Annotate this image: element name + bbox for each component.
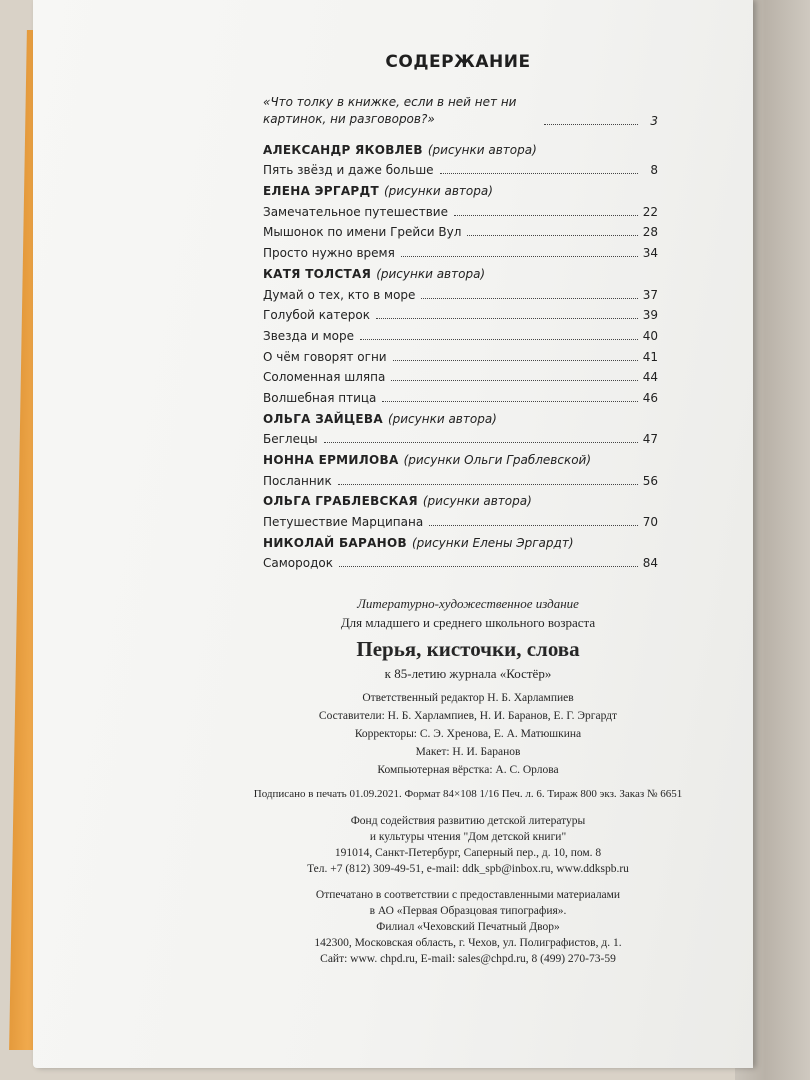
imprint-subtitle: к 85-летию журнала «Костёр» [384,666,552,681]
author-name: КАТЯ ТОЛСТАЯ [263,266,372,281]
entry-title: Самородок [263,556,333,571]
imprint-book-title: Перья, кисточки, слова [356,637,580,661]
leader-dots [360,339,638,340]
toc-author [263,488,658,509]
printer-line: Филиал «Чеховский Печатный Двор» [376,921,560,933]
entry-title: Беглецы [263,432,318,447]
leader-dots [401,256,638,257]
toc-entry [263,384,658,405]
entry-title: Посланник [263,473,332,488]
imprint-typesetting: Компьютерная вёрстка: А. С. Орлова [377,764,559,776]
leader-dots [382,401,638,402]
leader-dots [544,124,638,125]
imprint-compilers: Составители: Н. Б. Харлампиев, Н. И. Баранов, Е. Г. Эргардт [318,710,618,722]
toc-author [263,177,658,198]
toc-entry [263,364,658,385]
table-of-contents [263,92,658,570]
imprint-proofreaders: Корректоры: С. Э. Хренова, Е. А. Матюшкина [354,728,582,740]
entry-title: Думай о тех, кто в море [263,287,416,302]
entry-title: О чём говорят огни [263,349,387,364]
illustration-credit: (рисунки Ольги Граблевской) [403,453,592,467]
illustration-credit: (рисунки Елены Эргардт) [411,535,574,550]
author-name: ОЛЬГА ЗАЙЦЕВА [263,411,383,426]
entry-page: 28 [642,225,658,240]
entry-title: Просто нужно время [263,246,395,261]
toc-entry [263,426,658,447]
entry-title: Мышонок по имени Грейси Вул [263,225,462,240]
entry-page: 34 [642,246,658,261]
entry-title: Голубой катерок [263,308,370,323]
leader-dots [338,484,638,485]
entry-page: 40 [642,328,658,343]
toc-author [263,136,658,157]
epigraph-text: «Что толку в книжке, если в ней нет ни картинок, ни разговоров?» [263,95,517,126]
imprint-printer [183,887,753,967]
author-name: ОЛЬГА ГРАБЛЕВСКАЯ [263,494,418,509]
toc-entry [263,198,658,219]
leader-dots [440,173,638,174]
entry-page: 39 [642,308,658,323]
imprint-publisher [183,813,753,877]
publisher-line: и культуры чтения "Дом детской книги" [369,831,567,843]
entry-title: Петушествие Марципана [263,515,424,530]
entry-page: 46 [642,390,658,405]
illustration-credit: (рисунки автора) [376,266,486,281]
entry-page: 44 [642,370,658,385]
book-page [33,0,753,1068]
toc-author [263,529,658,550]
leader-dots [324,442,638,443]
printer-line: Отпечатано в соответствии с предоставленными материалами [315,889,621,901]
leader-dots [454,215,638,216]
illustration-credit: (рисунки автора) [387,411,497,426]
toc-entry [263,239,658,260]
author-name: АЛЕКСАНДР ЯКОВЛЕВ [263,142,423,157]
illustration-credit: (рисунки автора) [383,184,493,199]
toc-entry [263,467,658,488]
entry-page: 37 [642,287,658,302]
imprint-audience: Для младшего и среднего школьного возраста [340,615,596,630]
imprint-editor: Ответственный редактор Н. Б. Харлампиев [362,692,574,704]
toc-entry [263,343,658,364]
toc-epigraph [263,92,658,128]
leader-dots [376,318,638,319]
entry-page: 8 [650,163,658,178]
illustration-credit: (рисунки автора) [427,142,537,157]
entry-title: Звезда и море [263,328,355,343]
toc-entry [263,550,658,571]
leader-dots [421,298,638,299]
leader-dots [393,360,638,361]
toc-author [263,446,658,467]
toc-entry [263,219,658,240]
toc-entry [263,281,658,302]
entry-page: 47 [642,432,658,447]
imprint-layout: Макет: Н. И. Баранов [415,746,521,758]
toc-entry [263,508,658,529]
toc-entry [263,322,658,343]
illustration-credit: (рисунки автора) [422,494,532,509]
printer-line: в АО «Первая Образцовая типография». [369,905,567,917]
author-name: НИКОЛАЙ БАРАНОВ [263,535,407,550]
leader-dots [429,525,638,526]
toc-entry [263,157,658,178]
printer-line: Сайт: www. chpd.ru, E-mail: sales@chpd.ru, 8 (499) 270-73-59 [320,953,616,965]
entry-page: 56 [642,473,658,488]
imprint [183,594,753,967]
publisher-line: 191014, Санкт-Петербург, Саперный пер., д. 10, пом. 8 [334,847,602,859]
entry-page: 22 [642,204,658,219]
leader-dots [391,380,638,381]
toc-author [263,260,658,281]
author-name: ЕЛЕНА ЭРГАРДТ [263,184,379,199]
epigraph-page: 3 [650,114,658,128]
printer-line: 142300, Московская область, г. Чехов, ул. Полиграфистов, д. 1. [314,937,622,949]
leader-dots [339,566,638,567]
entry-title: Замечательное путешествие [263,204,448,219]
author-name: НОННА ЕРМИЛОВА [263,453,399,467]
imprint-print-info: Подписано в печать 01.09.2021. Формат 84×108 1/16 Печ. л. 6. Тираж 800 экз. Заказ № 6651 [253,788,683,800]
entry-page: 41 [642,349,658,364]
publisher-line: Фонд содействия развитию детской литературы [350,815,586,827]
imprint-genre: Литературно-художественное издание [357,596,579,611]
toc-heading: СОДЕРЖАНИЕ [385,52,531,72]
publisher-line: Тел. +7 (812) 309-49-51, e-mail: ddk_spb@inbox.ru, www.ddkspb.ru [307,863,629,875]
toc-entry [263,302,658,323]
entry-page: 84 [642,556,658,571]
leader-dots [467,235,638,236]
entry-title: Соломенная шляпа [263,370,386,385]
toc-author [263,405,658,426]
entry-title: Пять звёзд и даже больше [263,163,434,178]
entry-page: 70 [642,515,658,530]
entry-title: Волшебная птица [263,390,377,405]
